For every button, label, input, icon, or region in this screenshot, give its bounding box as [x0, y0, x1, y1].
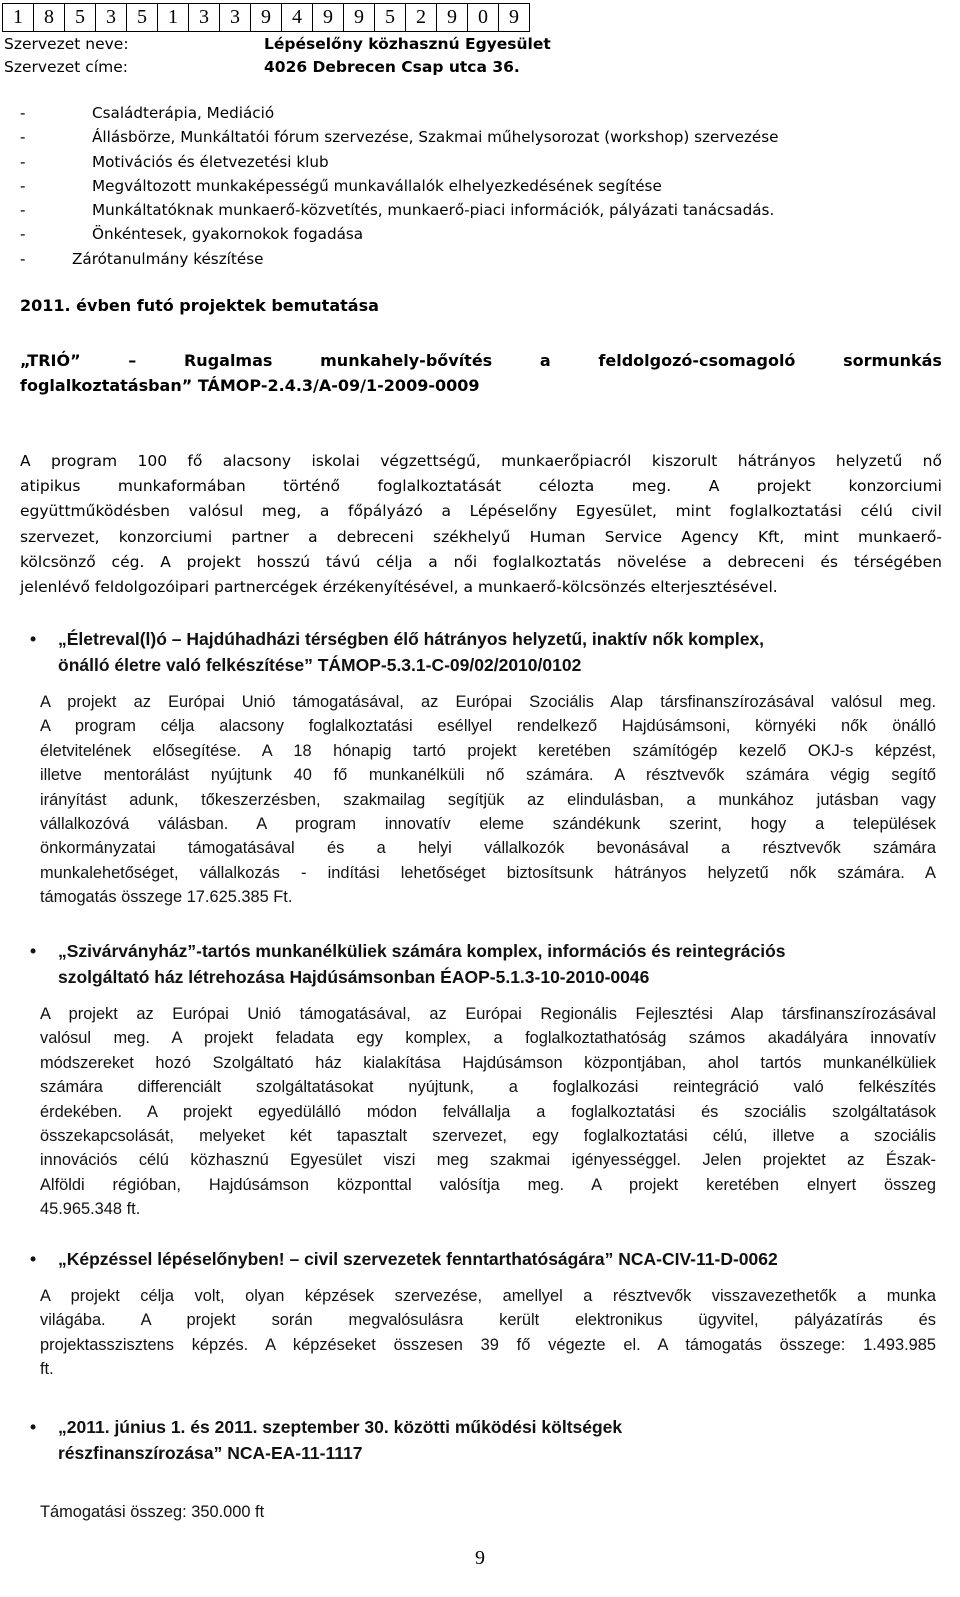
- paragraph-line: ft.: [40, 1360, 54, 1379]
- project-description: [30, 1284, 936, 1382]
- trio-project-title: [20, 348, 942, 398]
- paragraph-line: A projekt az Európai Unió támogatásával, az Európai Regionális Fejlesztési Alap társfinanszírozásával: [40, 1005, 936, 1023]
- paragraph-line: jelenlévő feldolgozóipari partnercégek érzékenyítésével, a munkaerő-kölcsönzés elterjesztésével.: [20, 578, 778, 597]
- project-title-line: „Életreval(l)ó – Hajdúhadházi térségben élő hátrányos helyzetű, inaktív nők komplex,: [58, 629, 765, 649]
- list-dash: -: [20, 201, 26, 220]
- project-block: [30, 1414, 936, 1524]
- registration-digit: 3: [96, 4, 127, 31]
- list-item-text: Megváltozott munkaképességű munkavállalók elhelyezkedésének segítése: [92, 176, 662, 195]
- paragraph-line: innovációs célú közhasznú Egyesület viszi meg szakmai igényességgel. Jelen projektet az Észak-: [40, 1151, 936, 1170]
- project-block: [30, 938, 936, 1222]
- project-title-line: „2011. június 1. és 2011. szeptember 30. közötti működési költségek: [58, 1417, 623, 1437]
- project-title-line: szolgáltató ház létrehozása Hajdúsámsonban ÉAOP-5.1.3-10-2010-0046: [58, 967, 650, 987]
- list-item-text: Állásbörze, Munkáltatói fórum szervezése, Szakmai műhelysorozat (workshop) szervezése: [92, 128, 779, 147]
- bullet-icon: •: [30, 629, 37, 649]
- paragraph-line: munkalehetőséget, vállalkozás - indítási lehetőséget biztosítsunk hátrányos helyzetű nők számára. A: [40, 863, 936, 882]
- paragraph-line: érdekében. A projekt egyedülálló módon felvállalja a foglalkoztatási és szociális szolgáltatások: [40, 1102, 936, 1121]
- trio-title-line-1: [20, 348, 942, 373]
- registration-digit: 8: [34, 4, 65, 31]
- org-address-label: Szervezet címe:: [4, 58, 128, 76]
- registration-digit: 3: [220, 4, 251, 31]
- paragraph-line: A program célja alacsony foglalkoztatási eséllyel rendelkező Hajdúsámsoni, környéki nők önálló: [40, 717, 936, 736]
- project-title: [30, 938, 936, 990]
- bullet-icon: •: [30, 1417, 37, 1437]
- bullet-icon: •: [30, 1249, 37, 1269]
- paragraph-line: szervezet, konzorciumi partner a debreceni székhelyű Human Service Agency Kft, mint munkaerő-: [20, 527, 942, 546]
- bullet-icon: •: [30, 941, 37, 961]
- paragraph-line: önkormányzatai támogatásával és a helyi vállalkozók bevonásával a résztvevők számára: [40, 839, 936, 858]
- registration-digit: 1: [158, 4, 189, 31]
- list-dash: -: [20, 225, 26, 244]
- registration-digit: 5: [65, 4, 96, 31]
- list-item-text: Motivációs és életvezetési klub: [92, 152, 329, 171]
- paragraph-line: életvitelének elősegítése. A 18 hónapig tartó projekt keretében számítógép kezelő OKJ-s képzést,: [40, 741, 936, 760]
- trio-title-word: feldolgozó-csomagoló: [598, 351, 796, 370]
- list-dash: -: [20, 104, 26, 122]
- paragraph-line: illetve mentorálást nyújtunk 40 fő munkanélküli nő számára. A résztvevők számára végig segítő: [40, 766, 936, 785]
- registration-digit: 1: [3, 4, 34, 31]
- org-name-label: Szervezet neve:: [4, 35, 129, 53]
- paragraph-line: Támogatási összeg: 350.000 ft: [40, 1503, 265, 1521]
- trio-title-word: munkahely-bővítés: [320, 351, 493, 370]
- trio-title-word: „TRIÓ”: [20, 351, 81, 370]
- paragraph-line: atipikus munkaformában történő foglalkoztatását célozta meg. A projekt konzorciumi: [20, 477, 942, 496]
- registration-digit: 9: [344, 4, 375, 31]
- paragraph-line: 45.965.348 ft.: [40, 1200, 141, 1219]
- trio-title-word: –: [128, 351, 137, 370]
- list-dash: -: [20, 176, 26, 195]
- project-title: [30, 1414, 936, 1466]
- paragraph-line: vállalkozóvá válásban. A program innovatív eleme szándékunk szerint, hogy a települések: [40, 815, 936, 834]
- registration-digit: 3: [189, 4, 220, 31]
- registration-digit: 9: [509, 6, 519, 28]
- list-item-text: Munkáltatóknak munkaerő-közvetítés, munkaerő-piaci információk, pályázati tanácsadás.: [92, 201, 775, 220]
- project-description: [30, 1002, 936, 1222]
- registration-digit: 0: [468, 4, 499, 31]
- registration-digit: 9: [251, 4, 282, 31]
- registration-digit: 9: [313, 4, 344, 31]
- paragraph-line: A projekt célja volt, olyan képzések szervezése, amellyel a résztvevők visszavezethetők a munka: [40, 1287, 936, 1305]
- paragraph-line: valósul meg. A projekt feladata egy komplex, a foglalkoztathatóság számos akadályára innovatív: [40, 1029, 936, 1048]
- project-title: [30, 1246, 936, 1272]
- page-number: 9: [475, 1547, 485, 1569]
- project-title-line: „Képzéssel lépéselőnyben! – civil szervezetek fenntarthatóságára” NCA-CIV-11-D-0062: [58, 1249, 778, 1269]
- registration-digit: 5: [127, 4, 158, 31]
- list-item-text: Önkéntesek, gyakornokok fogadása: [92, 225, 364, 244]
- paragraph-line: A program 100 fő alacsony iskolai végzettségű, munkaerőpiacról kiszorult hátrányos helyzetű nő: [20, 452, 942, 470]
- paragraph-line: együttműködésben valósul meg, a főpályázó a Lépéselőny Egyesület, mint foglalkoztatási célú civil: [20, 502, 942, 521]
- paragraph-line: irányítást adunk, tőkeszerzésben, szakmailag segítjük az elindulásban, a munkához jutásban vagy: [40, 790, 936, 809]
- paragraph-line: világába. A projekt során megvalósulásra került elektronikus ügyvitel, pályázatírás és: [40, 1311, 936, 1330]
- paragraph-line: számára differenciált szolgáltatásokat nyújtunk, a foglalkozási reintegráció való felkészítés: [40, 1078, 936, 1097]
- registration-digit: 5: [375, 4, 406, 31]
- paragraph-line: projektasszisztens képzés. A képzéseket összesen 39 fő végezte el. A támogatás összege: 1.493.985: [40, 1335, 936, 1354]
- trio-description: [20, 449, 942, 600]
- project-description: [30, 1500, 936, 1524]
- trio-title-word: a: [539, 351, 551, 370]
- list-dash: -: [20, 249, 26, 268]
- list-item-text: Zárótanulmány készítése: [72, 249, 264, 268]
- trio-title-word: sormunkás: [843, 351, 942, 370]
- project-title-line: önálló életre való felkészítése” TÁMOP-5.3.1-C-09/02/2010/0102: [58, 655, 582, 675]
- list-dash: -: [20, 152, 26, 171]
- section-heading: 2011. évben futó projektek bemutatása: [20, 296, 379, 315]
- org-name-value: Lépéselőny közhasznú Egyesület: [264, 35, 551, 53]
- project-block: [30, 626, 936, 910]
- project-block: [30, 1246, 936, 1382]
- paragraph-line: módszereket hozó Szolgáltató ház kialakítása Hajdúsámson központjában, ahol tartós munkanélküliek: [40, 1053, 936, 1072]
- paragraph-line: A projekt az Európai Unió támogatásával, az Európai Szociális Alap társfinanszírozásával valósul meg.: [40, 693, 936, 711]
- paragraph-line: kölcsönző cég. A projekt hosszú távú célja a női foglalkoztatás növelése a debreceni és térségében: [20, 552, 942, 571]
- list-item-text: Családterápia, Mediáció: [92, 104, 275, 122]
- paragraph-line: támogatás összege 17.625.385 Ft.: [40, 888, 293, 907]
- registration-digit: 9: [437, 4, 468, 31]
- project-description: [30, 690, 936, 910]
- org-address-value: 4026 Debrecen Csap utca 36.: [264, 58, 520, 76]
- project-title-line: részfinanszírozása” NCA-EA-11-1117: [58, 1443, 363, 1463]
- list-dash: -: [20, 128, 26, 147]
- project-title-line: „Szivárványház”-tartós munkanélküliek számára komplex, információs és reintegrációs: [58, 941, 786, 961]
- registration-number-grid: [2, 3, 530, 32]
- paragraph-line: összekapcsolását, melyeket két tapasztalt szervezet, egy foglalkoztatási célú, illetve a szociális: [40, 1127, 936, 1146]
- trio-title-line-2: foglalkoztatásban” TÁMOP-2.4.3/A-09/1-2009-0009: [20, 376, 480, 395]
- trio-title-word: Rugalmas: [183, 351, 273, 370]
- paragraph-line: Alföldi régióban, Hajdúsámson központtal valósítja meg. A projekt keretében elnyert összeg: [40, 1175, 936, 1194]
- registration-digit: 4: [282, 4, 313, 31]
- project-title: [30, 626, 936, 678]
- registration-digit: 2: [406, 4, 437, 31]
